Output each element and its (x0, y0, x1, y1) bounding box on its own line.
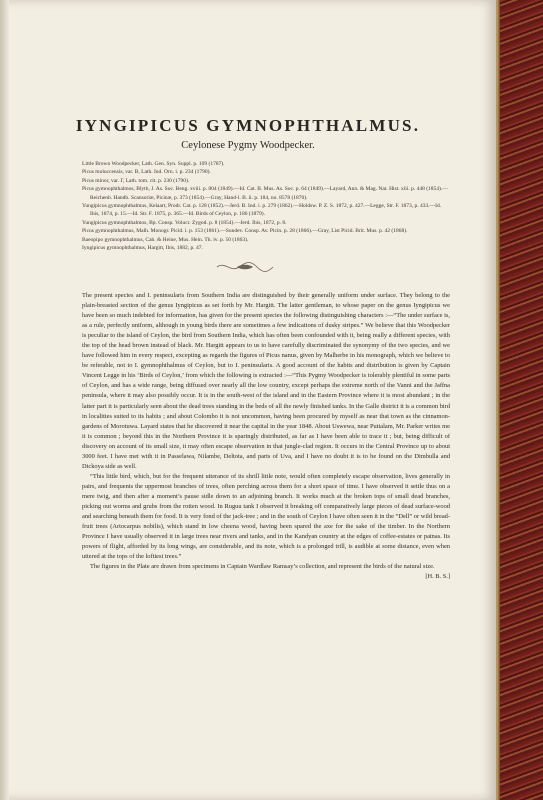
decorative-flourish-icon (215, 261, 275, 273)
book-binding (492, 0, 543, 800)
synonymy-entry: Yungipicus gymnophthalmos, Bp. Consp. Volucr. Zygod. p. 8 (1854).—Jerd. Ibis, 1872, p. 8. (82, 219, 287, 226)
synonymy-entry: Iyngipicus gymnophthalmus, Hargitt, Ibis, 1882, p. 47. (82, 245, 203, 252)
body-paragraph: The present species and I. peninsularis from Southern India are distinguished by their generally uniform under surface. They belong to the plain-breasted section of the genus Iyngipicus as set forth by Mr. Hargitt. The latter gentleman, to whose paper on the genus Iyngipicus we have been so much indebted for information, has given for the present species the following distinguishing characters :—“The under surface is, as a rule, perfectly uniform, although in young birds there are sometimes a few indications of dusky stripes.” We believe that this Woodpecker is peculiar to the island of Ceylon, the bird from Southern India, which has often been confounded with it, being really a different species, with the top of the head brown instead of black. Mr. Hargitt appears to us to have carefully discriminated the synonymy of the two species, and we have followed him in every respect, excepting as regards the figures of Picus nanus, given by Malherbe in his monograph, which we believe to be referable, not to I. gymnophthalmus of Ceylon, but to I. peninsularis. A good account of the habits and distribution is given by Captain Vincent Legge in his ‘Birds of Ceylon,’ from which the following is extracted :—“This Pygmy Woodpecker is tolerably plentiful in some parts of Ceylon, and has a wide range, being diffused over nearly all the low country, except perhaps the extreme north of the Vanni and the Jaffna peninsula, where it may also possibly occur. It is in the south-west of the island and in the Eastern Province where it is most abundant ; in the latter part it is particularly seen about the dead trees standing in the beds of all the newly finished tanks. In the Galle district it is a common bird in localities suited to its habits ; and about Colombo it is not uncommon, having been procured by myself as near that town as the cinnamon-gardens of Morotuwa. Layard states that he discovered it near the capital in the year 1848. About Uswewa, near Puttalam, Mr. Parker writes me it is common ; beyond this in the Northern Province it is sparingly distributed, as far as I have been able to trace it ; but, being difficult of discovery on account of its small size, it may often escape observation in that jungle-clad region. It occurs in the Central Province up to about 3000 feet. I have met with it in Passelawa, Nilambe, Deltota, and parts of Uva, and I have no doubt it is to be found on the Dimbulla and Dickoya side as well. (82, 292, 450, 470)
synonymy-entry: Picus gymnophthalmus, Malh. Monogr. Picid. i. p. 153 (1861).—Sundev. Consp. Av. Picin. p. 28 (1866).—Gray, List Picid. Brit. Mus. p. 42 (1868). (82, 228, 408, 235)
author-signature: [H. B. S.] (425, 573, 450, 581)
species-account (82, 291, 450, 582)
body-paragraph: “This little bird, which, but for the frequent utterance of its shrill little note, would often completely escape observation, lives generally in pairs, and frequents the uppermost branches of trees, often perching across them for a short space of time. I have observed it settle thus on a mere twig, and then after a moment’s pause sidle down to an adjoining branch. It works much at the broken tops of small dead branches, picking out worms and grubs from the rotten wood. In Ruguu tank I observed it breaking off comparatively large pieces of dead surface-wood and searching beneath them for food. It is very fond of the jack-tree ; and in the south of Ceylon I have often seen it in the “Dell” or wild bread-fruit trees (Artocarpus nobilis), which stand in low cheena wood, having been spared the axe for the sake of the timber. In the Northern Province I have usually observed it in large trees near rivers and tanks, and in the Kandyan country at the edges of coffee-estates or patnas. Its powers of flight, afforded by its long wings, are considerable, and its note, which is a prolonged trill, is audible at some distance, even when uttered at the tops of the loftiest trees.” (82, 472, 450, 561)
species-title: IYNGIPICUS GYMNOPHTHALMUS. (75, 116, 421, 135)
synonymy-entry: Little Brown Woodpecker, Lath. Gen. Syn. Suppl. p. 109 (1787). (82, 161, 225, 167)
synonymy-entry: Baeopipo gymnophthalmus, Cab. & Heine, Mus. Hein. Th. iv. p. 50 (1863). (82, 236, 249, 243)
common-name: Ceylonese Pygmy Woodpecker. (181, 140, 315, 151)
synonymy-entry: Picus minor, var. Γ, Lath. tom. cit. p. 230 (1790). (82, 177, 190, 184)
synonymy-list (82, 160, 450, 252)
synonymy-entry: Picus moluccensis, var. B, Lath. Ind. Orn. i. p. 234 (1790). (82, 169, 211, 176)
synonymy-entry: Picus gymnophthalmos, Blyth, J. As. Soc. Beng. xviii. p. 804 (1849).—Id. Cat. B. Mus. As. Soc. p. 64 (1849).—Layard, Ann. & Mag. Nat. Hist. xiii. p. 448 (1854).—Reichenb. Handb. Scansoriæ, Picinæ, p. 373 (1854).—Gray, Hand-l. B. ii. p. 184, no. 8578 (1870). (82, 186, 448, 201)
body-paragraph: The figures in the Plate are drawn from specimens in Captain Wardlaw Ramsay’s collection, and represent the birds of the natural size. (90, 563, 435, 571)
page-header (0, 116, 496, 151)
synonymy-entry: Yungipicus gymnophthalmus, Kelaart, Prodr. Cat. p. 128 (1852).—Jerd. B. Ind. i. p. 279 (1862).—Holdsw. P. Z. S. 1872, p. 427.—Legge, Str. F. 1873, p. 433.—Id. Ibis, 1874, p. 15.—Id. Str. F. 1875, p. 365.—Id. Birds of Ceylon, p. 186 (1879). (82, 203, 442, 218)
